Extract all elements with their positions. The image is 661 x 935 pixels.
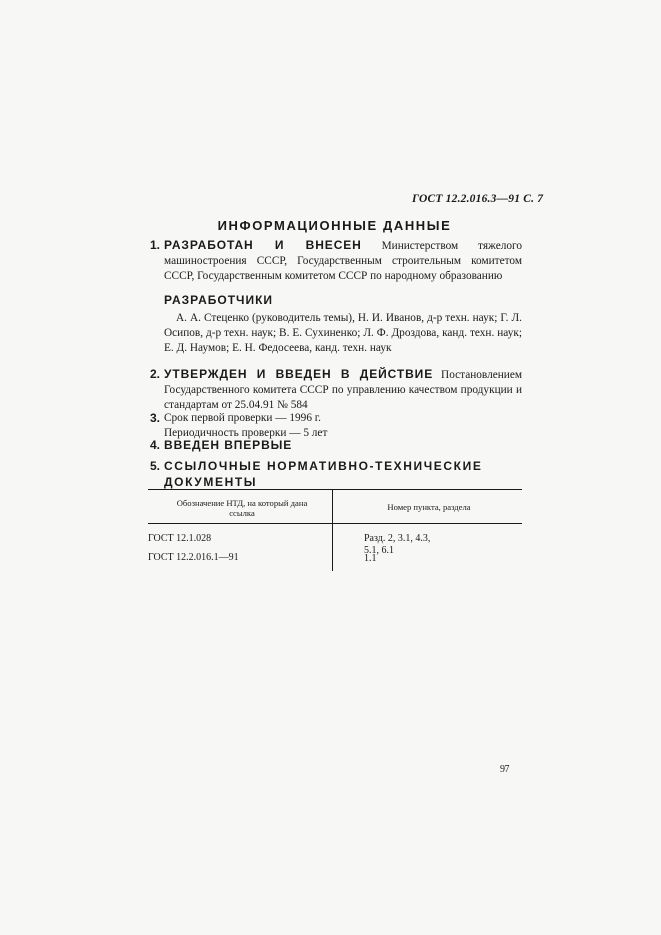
section-2-heading: УТВЕРЖДЕН И ВВЕДЕН В ДЕЙСТВИЕ [164, 367, 434, 381]
section-5 [150, 459, 522, 491]
page-title: ИНФОРМАЦИОННЫЕ ДАННЫЕ [217, 218, 452, 233]
section-2 [150, 367, 522, 413]
page-number: 97 [500, 764, 509, 775]
section-3-line-2: Периодичность проверки — 5 лет [164, 427, 328, 439]
table-column-divider [332, 489, 333, 571]
table-top-rule [148, 489, 522, 490]
developers-text: А. А. Стеценко (руководитель темы), Н. И. Иванов, д-р техн. наук; Г. Л. Осипов, д-р техн. наук; В. Е. Сухиненко; Л. Ф. Дроздова, канд. техн. наук; Е. Д. Наумов; Е. Н. Федосеева, канд. техн. наук [164, 312, 522, 354]
table-header-rule [148, 523, 522, 524]
section-2-number: 2. [150, 367, 161, 381]
section-4-number: 4. [150, 438, 161, 452]
table-row-1-ref-line-1: Разд. 2, 3.1, 4.3, [364, 533, 431, 544]
table-header-document: Обозначение НТД, на который дана ссылка [176, 498, 308, 518]
table-row-1-doc: ГОСТ 12.1.028 [148, 533, 212, 544]
section-4-heading: ВВЕДЕН ВПЕРВЫЕ [164, 438, 293, 452]
document-reference: ГОСТ 12.2.016.3—91 С. 7 [412, 193, 544, 205]
reference-table [148, 489, 522, 571]
section-3-number: 3. [150, 411, 161, 425]
section-1-text: Министерством тяжелого машиностроения СССР, Государственным строительным комитетом СССР, Государственным комитетом СССР по народному образованию [164, 240, 522, 282]
section-4 [150, 438, 522, 454]
table-header-clause: Номер пункта, раздела [387, 502, 471, 512]
section-3 [150, 411, 522, 441]
section-1 [150, 238, 522, 284]
section-1-number: 1. [150, 238, 161, 252]
section-1-heading: РАЗРАБОТАН И ВНЕСЕН [164, 238, 362, 252]
section-3-line-1: Срок первой проверки — 1996 г. [164, 412, 321, 424]
table-row-1-ref-line-2: 5.1, 6.1 [364, 545, 394, 556]
table-row-2-ref: 1.1 [364, 553, 377, 564]
developers-heading: РАЗРАБОТЧИКИ [164, 293, 274, 307]
section-5-heading: ССЫЛОЧНЫЕ НОРМАТИВНО-ТЕХНИЧЕСКИЕ ДОКУМЕНТЫ [164, 459, 483, 489]
section-5-number: 5. [150, 459, 161, 473]
section-2-text: Постановлением Государственного комитета СССР по управлению качеством продукции и стандартам от 25.04.91 № 584 [164, 369, 523, 411]
table-row-2-doc: ГОСТ 12.2.016.1—91 [148, 552, 239, 563]
